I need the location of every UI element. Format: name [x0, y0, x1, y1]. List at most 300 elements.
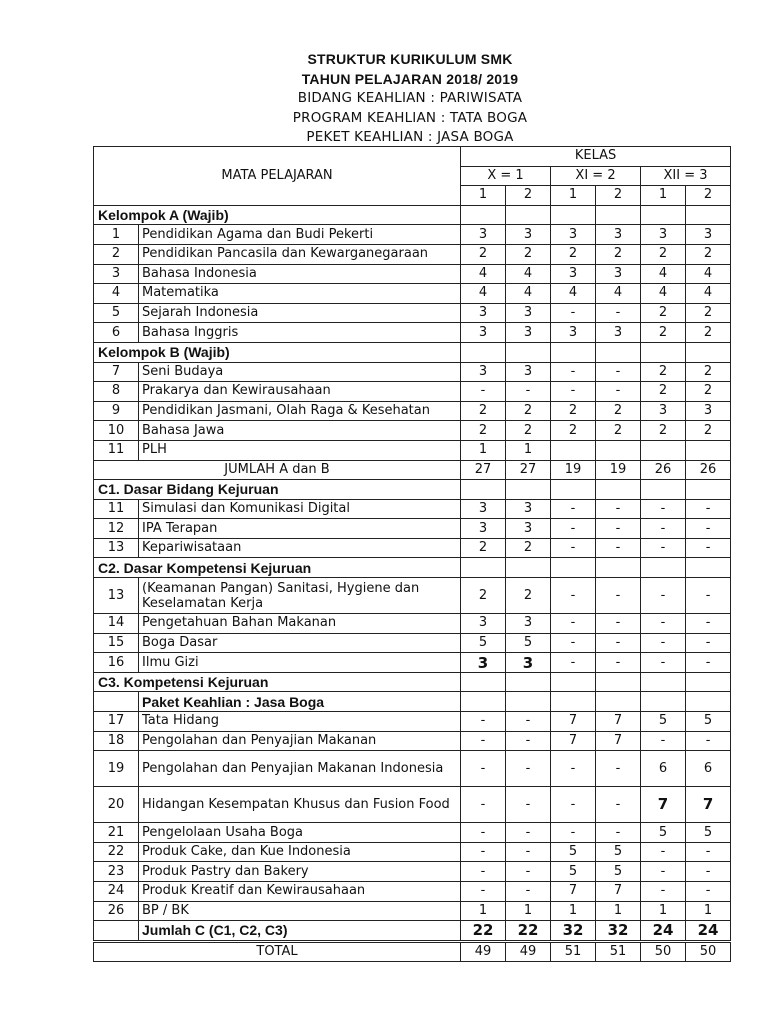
row-number: 16	[94, 653, 139, 673]
value-cell: 4	[506, 284, 551, 304]
value-cell: -	[506, 823, 551, 843]
paket-keahlian: PEKET KEAHLIAN : JASA BOGA	[306, 129, 514, 145]
value-cell: 26	[686, 460, 731, 480]
value-cell: -	[686, 499, 731, 519]
value-cell: -	[551, 614, 596, 634]
subject-name: Produk Pastry dan Bakery	[139, 862, 461, 882]
value-cell: 24	[641, 921, 686, 942]
value-cell: 2	[506, 401, 551, 421]
empty-cell	[461, 480, 506, 500]
value-cell: 3	[506, 499, 551, 519]
curriculum-table	[93, 146, 731, 962]
table-row	[94, 941, 731, 962]
value-cell: 7	[686, 787, 731, 823]
value-cell: 5	[551, 842, 596, 862]
value-cell: 5	[506, 633, 551, 653]
value-cell: 5	[686, 823, 731, 843]
row-number: 8	[94, 382, 139, 402]
value-cell: 3	[551, 323, 596, 343]
table-row	[94, 499, 731, 519]
subject-name: Sejarah Indonesia	[139, 303, 461, 323]
value-cell: -	[686, 731, 731, 751]
semester-header: 1	[551, 186, 596, 206]
value-cell: -	[596, 519, 641, 539]
group-heading: C3. Kompetensi Kejuruan	[94, 672, 461, 692]
value-cell: 32	[551, 921, 596, 942]
value-cell: 1	[641, 901, 686, 921]
value-cell: 49	[506, 941, 551, 962]
value-cell: -	[461, 823, 506, 843]
value-cell: -	[686, 842, 731, 862]
value-cell: -	[641, 633, 686, 653]
empty-cell	[551, 480, 596, 500]
value-cell: 2	[641, 421, 686, 441]
value-cell: -	[551, 499, 596, 519]
value-cell: 3	[506, 519, 551, 539]
subject-name: Pendidikan Agama dan Budi Pekerti	[139, 225, 461, 245]
subtotal-label: JUMLAH A dan B	[94, 460, 461, 480]
value-cell: -	[461, 882, 506, 902]
row-number: 22	[94, 842, 139, 862]
value-cell: 1	[551, 901, 596, 921]
value-cell: 32	[596, 921, 641, 942]
value-cell: 3	[506, 362, 551, 382]
value-cell: 5	[551, 862, 596, 882]
value-cell: 7	[596, 882, 641, 902]
value-cell: -	[641, 519, 686, 539]
value-cell: 2	[506, 538, 551, 558]
value-cell: -	[551, 538, 596, 558]
row-number: 11	[94, 499, 139, 519]
value-cell: -	[641, 578, 686, 614]
document-header	[0, 50, 768, 148]
table-row	[94, 901, 731, 921]
empty-cell	[94, 692, 139, 712]
value-cell: -	[686, 862, 731, 882]
table-body	[94, 205, 731, 962]
value-cell: -	[461, 862, 506, 882]
value-cell: 19	[596, 460, 641, 480]
row-number: 12	[94, 519, 139, 539]
total-label: TOTAL	[94, 941, 461, 962]
empty-cell	[596, 672, 641, 692]
value-cell: -	[506, 382, 551, 402]
row-number: 26	[94, 901, 139, 921]
value-cell: -	[596, 578, 641, 614]
value-cell: 27	[506, 460, 551, 480]
table-row	[94, 921, 731, 942]
subject-name: Prakarya dan Kewirausahaan	[139, 382, 461, 402]
kelas-header: KELAS	[461, 147, 731, 167]
value-cell: 3	[641, 225, 686, 245]
value-cell: 4	[551, 284, 596, 304]
value-cell: 5	[461, 633, 506, 653]
value-cell: 1	[596, 901, 641, 921]
class-xii-header: XII = 3	[641, 166, 731, 186]
subject-name: Pengolahan dan Penyajian Makanan	[139, 731, 461, 751]
value-cell: 3	[686, 401, 731, 421]
value-cell: -	[686, 519, 731, 539]
table-row	[94, 823, 731, 843]
value-cell: -	[461, 712, 506, 732]
empty-cell	[641, 480, 686, 500]
value-cell: -	[551, 362, 596, 382]
value-cell: -	[596, 653, 641, 673]
value-cell: 50	[641, 941, 686, 962]
empty-cell	[461, 692, 506, 712]
value-cell: 3	[461, 303, 506, 323]
value-cell: 3	[641, 401, 686, 421]
value-cell: 3	[461, 614, 506, 634]
value-cell: 49	[461, 941, 506, 962]
value-cell: 3	[506, 225, 551, 245]
value-cell	[551, 440, 596, 460]
value-cell: 2	[686, 362, 731, 382]
value-cell: 2	[596, 244, 641, 264]
empty-cell	[686, 558, 731, 578]
row-number: 13	[94, 538, 139, 558]
value-cell: 1	[461, 901, 506, 921]
table-row	[94, 882, 731, 902]
value-cell: 2	[461, 244, 506, 264]
subject-name: Pengolahan dan Penyajian Makanan Indonesia	[139, 751, 461, 787]
table-row	[94, 323, 731, 343]
empty-cell	[461, 205, 506, 225]
value-cell: -	[641, 862, 686, 882]
empty-cell	[596, 692, 641, 712]
value-cell: 4	[641, 284, 686, 304]
value-cell: 26	[641, 460, 686, 480]
value-cell: -	[686, 633, 731, 653]
value-cell: -	[506, 731, 551, 751]
value-cell: 3	[506, 323, 551, 343]
value-cell: 3	[461, 225, 506, 245]
value-cell: 2	[641, 362, 686, 382]
value-cell: -	[596, 633, 641, 653]
subject-name: Pengetahuan Bahan Makanan	[139, 614, 461, 634]
empty-cell	[551, 692, 596, 712]
row-number: 13	[94, 578, 139, 614]
table-row	[94, 712, 731, 732]
value-cell: 5	[641, 712, 686, 732]
table-row	[94, 692, 731, 712]
value-cell: 2	[461, 421, 506, 441]
value-cell: 2	[506, 244, 551, 264]
empty-cell	[506, 558, 551, 578]
value-cell: -	[551, 519, 596, 539]
value-cell: 4	[641, 264, 686, 284]
value-cell: 7	[641, 787, 686, 823]
subject-name: Pendidikan Jasmani, Olah Raga & Kesehatan	[139, 401, 461, 421]
value-cell: 5	[596, 842, 641, 862]
value-cell: -	[551, 303, 596, 323]
value-cell: 3	[461, 362, 506, 382]
value-cell: -	[596, 614, 641, 634]
value-cell: 3	[551, 264, 596, 284]
value-cell	[596, 440, 641, 460]
subject-name: Pengelolaan Usaha Boga	[139, 823, 461, 843]
value-cell: 3	[461, 653, 506, 673]
semester-header: 2	[686, 186, 731, 206]
value-cell: -	[461, 382, 506, 402]
value-cell: -	[686, 882, 731, 902]
value-cell: 51	[596, 941, 641, 962]
empty-cell	[506, 672, 551, 692]
value-cell: -	[596, 382, 641, 402]
value-cell: -	[686, 578, 731, 614]
table-row	[94, 460, 731, 480]
value-cell: 3	[596, 264, 641, 284]
row-number: 5	[94, 303, 139, 323]
value-cell: 2	[461, 578, 506, 614]
value-cell: 4	[686, 264, 731, 284]
class-x-header: X = 1	[461, 166, 551, 186]
value-cell: -	[686, 653, 731, 673]
value-cell: -	[596, 538, 641, 558]
empty-cell	[641, 672, 686, 692]
value-cell: -	[641, 842, 686, 862]
value-cell: -	[461, 751, 506, 787]
value-cell: 22	[506, 921, 551, 942]
subject-name: Produk Kreatif dan Kewirausahaan	[139, 882, 461, 902]
empty-cell	[686, 692, 731, 712]
value-cell: 7	[596, 712, 641, 732]
value-cell: -	[641, 731, 686, 751]
table-row	[94, 862, 731, 882]
empty-cell	[506, 692, 551, 712]
value-cell: 4	[596, 284, 641, 304]
row-number: 14	[94, 614, 139, 634]
value-cell: 4	[686, 284, 731, 304]
value-cell: 3	[506, 614, 551, 634]
value-cell: -	[551, 653, 596, 673]
empty-cell	[461, 342, 506, 362]
value-cell: 4	[506, 264, 551, 284]
row-number: 20	[94, 787, 139, 823]
value-cell: 3	[686, 225, 731, 245]
value-cell: 2	[641, 323, 686, 343]
subject-name: Boga Dasar	[139, 633, 461, 653]
value-cell: 3	[506, 653, 551, 673]
table-row	[94, 362, 731, 382]
value-cell: -	[506, 712, 551, 732]
value-cell: 2	[686, 382, 731, 402]
value-cell: 2	[551, 401, 596, 421]
value-cell: -	[596, 499, 641, 519]
table-row	[94, 653, 731, 673]
value-cell: 7	[596, 731, 641, 751]
value-cell	[686, 440, 731, 460]
value-cell: -	[686, 614, 731, 634]
subject-name: Pendidikan Pancasila dan Kewarganegaraan	[139, 244, 461, 264]
row-number: 7	[94, 362, 139, 382]
empty-cell	[551, 205, 596, 225]
program-keahlian: PROGRAM KEAHLIAN : TATA BOGA	[292, 109, 528, 126]
value-cell: 2	[506, 578, 551, 614]
row-number: 15	[94, 633, 139, 653]
value-cell: 27	[461, 460, 506, 480]
table-row	[94, 303, 731, 323]
value-cell: -	[506, 787, 551, 823]
table-row	[94, 672, 731, 692]
value-cell: -	[551, 823, 596, 843]
value-cell: 51	[551, 941, 596, 962]
row-number: 24	[94, 882, 139, 902]
table-row	[94, 440, 731, 460]
value-cell: 3	[551, 225, 596, 245]
table-row	[94, 731, 731, 751]
value-cell: 1	[506, 901, 551, 921]
empty-cell	[551, 558, 596, 578]
value-cell: -	[641, 538, 686, 558]
subject-name: Kepariwisataan	[139, 538, 461, 558]
sub-heading: Paket Keahlian : Jasa Boga	[139, 692, 461, 712]
value-cell: -	[641, 614, 686, 634]
table-row	[94, 284, 731, 304]
row-number: 18	[94, 731, 139, 751]
value-cell: 2	[461, 538, 506, 558]
row-number: 11	[94, 440, 139, 460]
empty-cell	[461, 672, 506, 692]
value-cell: -	[596, 362, 641, 382]
table-row	[94, 342, 731, 362]
value-cell: 2	[641, 303, 686, 323]
empty-cell	[506, 342, 551, 362]
table-row	[94, 519, 731, 539]
value-cell: 22	[461, 921, 506, 942]
value-cell: 7	[551, 712, 596, 732]
subject-name: Produk Cake, dan Kue Indonesia	[139, 842, 461, 862]
subject-name: Matematika	[139, 284, 461, 304]
value-cell: 3	[506, 303, 551, 323]
table-row	[94, 578, 731, 614]
empty-cell	[641, 558, 686, 578]
value-cell: 1	[461, 440, 506, 460]
semester-header: 1	[461, 186, 506, 206]
row-number: 10	[94, 421, 139, 441]
value-cell: 4	[461, 284, 506, 304]
value-cell: -	[596, 303, 641, 323]
value-cell: 7	[551, 882, 596, 902]
group-heading: C1. Dasar Bidang Kejuruan	[94, 480, 461, 500]
value-cell: 5	[686, 712, 731, 732]
value-cell: 3	[461, 499, 506, 519]
value-cell: 2	[506, 421, 551, 441]
value-cell: -	[461, 731, 506, 751]
value-cell: 2	[641, 244, 686, 264]
value-cell: -	[461, 842, 506, 862]
table-row	[94, 558, 731, 578]
subject-name: Bahasa Inggris	[139, 323, 461, 343]
row-number: 3	[94, 264, 139, 284]
subject-name: IPA Terapan	[139, 519, 461, 539]
value-cell: 2	[686, 421, 731, 441]
value-cell: -	[641, 499, 686, 519]
semester-header: 2	[596, 186, 641, 206]
class-xi-header: XI = 2	[551, 166, 641, 186]
value-cell: -	[551, 633, 596, 653]
row-number: 21	[94, 823, 139, 843]
row-number: 17	[94, 712, 139, 732]
school-year: TAHUN PELAJARAN 2018/ 2019	[301, 70, 519, 87]
value-cell: 24	[686, 921, 731, 942]
value-cell: 7	[551, 731, 596, 751]
value-cell: 2	[551, 421, 596, 441]
empty-cell	[686, 672, 731, 692]
value-cell: -	[506, 882, 551, 902]
subject-name: Seni Budaya	[139, 362, 461, 382]
table-row	[94, 382, 731, 402]
table-row	[94, 244, 731, 264]
empty-cell	[641, 342, 686, 362]
title: STRUKTUR KURIKULUM SMK	[307, 51, 513, 67]
row-number: 19	[94, 751, 139, 787]
table-row	[94, 421, 731, 441]
row-number: 1	[94, 225, 139, 245]
empty-cell	[641, 692, 686, 712]
value-cell: 3	[461, 323, 506, 343]
value-cell: 5	[641, 823, 686, 843]
value-cell: 1	[506, 440, 551, 460]
empty-cell	[551, 342, 596, 362]
semester-header: 2	[506, 186, 551, 206]
empty-cell	[686, 205, 731, 225]
value-cell: 2	[596, 401, 641, 421]
value-cell: -	[686, 538, 731, 558]
empty-cell	[506, 480, 551, 500]
value-cell: 2	[686, 323, 731, 343]
empty-cell	[686, 342, 731, 362]
value-cell: 1	[686, 901, 731, 921]
table-row	[94, 401, 731, 421]
table-row	[94, 225, 731, 245]
table-row	[94, 842, 731, 862]
value-cell: -	[506, 862, 551, 882]
empty-cell	[461, 558, 506, 578]
table-row	[94, 751, 731, 787]
value-cell: 2	[686, 244, 731, 264]
value-cell: 19	[551, 460, 596, 480]
value-cell: 4	[461, 264, 506, 284]
subject-name: Hidangan Kesempatan Khusus dan Fusion Food	[139, 787, 461, 823]
value-cell: -	[641, 653, 686, 673]
value-cell: -	[461, 787, 506, 823]
value-cell: -	[596, 823, 641, 843]
table-row	[94, 205, 731, 225]
group-heading: C2. Dasar Kompetensi Kejuruan	[94, 558, 461, 578]
subject-name: Bahasa Indonesia	[139, 264, 461, 284]
row-number: 9	[94, 401, 139, 421]
semester-header: 1	[641, 186, 686, 206]
empty-cell	[596, 558, 641, 578]
value-cell: 5	[596, 862, 641, 882]
value-cell: 6	[641, 751, 686, 787]
value-cell: 2	[461, 401, 506, 421]
table-row	[94, 538, 731, 558]
value-cell: 50	[686, 941, 731, 962]
value-cell: 3	[596, 225, 641, 245]
subject-name: Tata Hidang	[139, 712, 461, 732]
empty-cell	[596, 342, 641, 362]
value-cell: 3	[596, 323, 641, 343]
value-cell: -	[506, 842, 551, 862]
empty-cell	[596, 205, 641, 225]
row-number: 4	[94, 284, 139, 304]
value-cell: -	[641, 882, 686, 902]
empty-cell	[506, 205, 551, 225]
table-row	[94, 614, 731, 634]
subject-name: (Keamanan Pangan) Sanitasi, Hygiene dan Keselamatan Kerja	[139, 578, 461, 614]
